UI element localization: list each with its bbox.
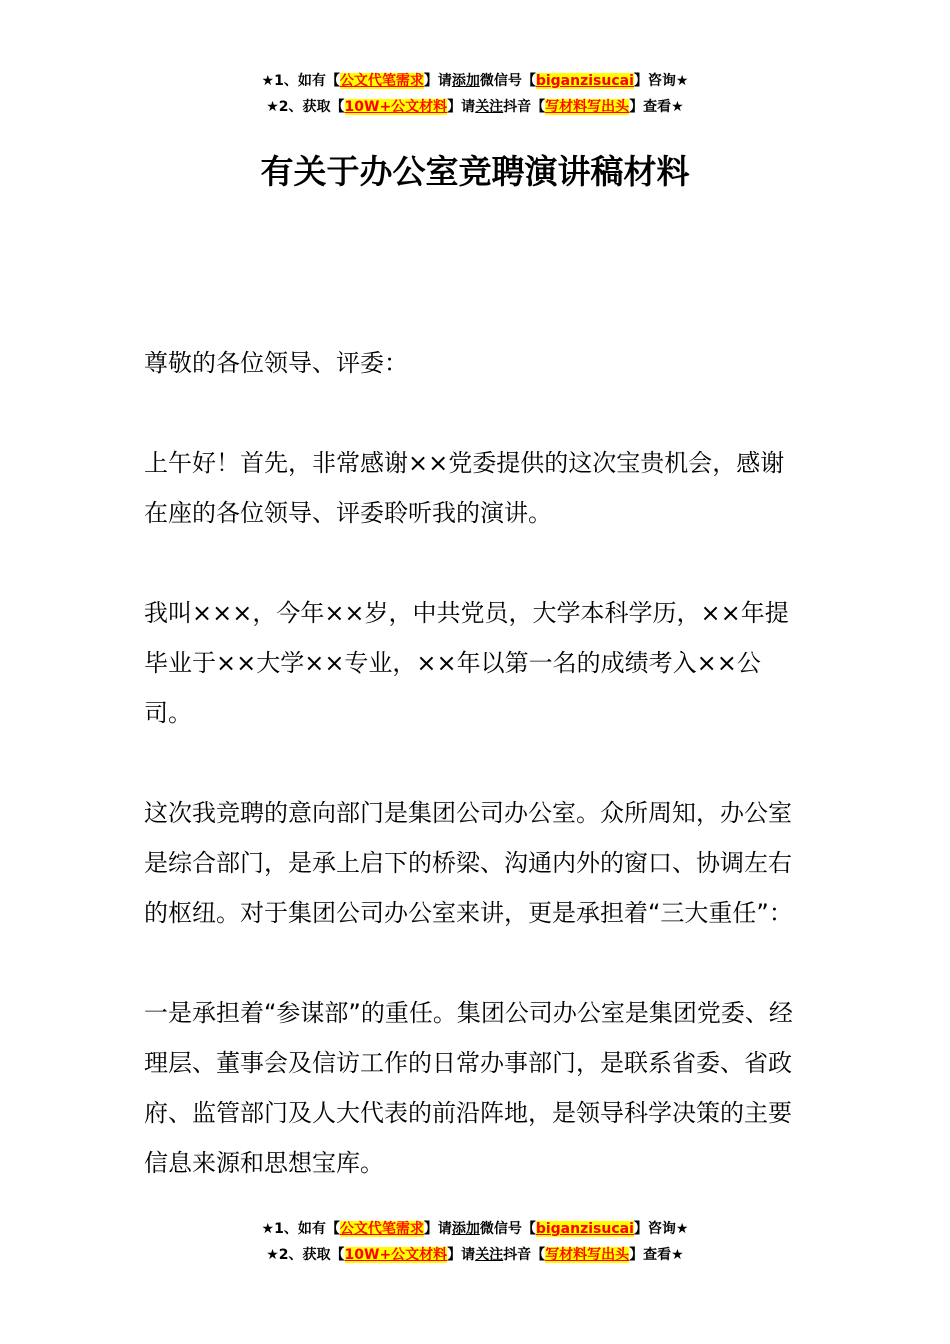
document-body: [144, 338, 808, 1238]
banner-text: 抖音【: [503, 99, 546, 115]
banner-text: 】咨询★: [633, 1221, 689, 1237]
paragraph-self-intro: 我叫×××，今年××岁，中共党员，大学本科学历，××年提毕业于××大学××专业，××年以第一名的成绩考入××公司。: [144, 599, 789, 727]
banner-text: ★2、获取【: [266, 99, 345, 115]
banner-underline: 关注: [475, 1247, 504, 1263]
banner-highlight: 10W+公文材料: [344, 1247, 448, 1263]
banner-text: 】查看★: [629, 99, 684, 115]
banner-text: ★1、如有【: [261, 1221, 340, 1237]
paragraph-responsibility-one: 一是承担着“参谋部”的重任。集团公司办公室是集团党委、经理层、董事会及信访工作的日常办事部门，是联系省委、省政府、监管部门及人大代表的前沿阵地，是领导科学决策的主要信息来源和思想宝库。: [144, 999, 793, 1177]
banner-text: 】请: [447, 99, 476, 115]
banner-text: 】请: [447, 1247, 476, 1263]
banner-line-1: [0, 1216, 950, 1242]
paragraph-greeting: 上午好！首先，非常感谢××党委提供的这次宝贵机会，感谢在座的各位领导、评委聆听我的演讲。: [144, 449, 785, 527]
banner-text: 微信号【: [479, 1221, 536, 1237]
banner-highlight: 写材料写出头: [545, 99, 630, 115]
banner-highlight: 10W+公文材料: [344, 99, 448, 115]
banner-underline: 添加: [451, 73, 480, 89]
banner-line-2: [0, 94, 950, 120]
banner-underline: 关注: [475, 99, 504, 115]
banner-line-1: [0, 68, 950, 94]
banner-text: 抖音【: [503, 1247, 546, 1263]
banner-line-2: [0, 1242, 950, 1268]
banner-text: ★1、如有【: [261, 73, 340, 89]
paragraph-salutation: 尊敬的各位领导、评委：: [144, 349, 408, 377]
banner-text: 微信号【: [479, 73, 536, 89]
banner-highlight: 公文代笔需求: [339, 1221, 424, 1237]
banner-text: 】请: [423, 1221, 452, 1237]
banner-underline: 添加: [451, 1221, 480, 1237]
document-title: 有关于办公室竞聘演讲稿材料: [260, 152, 690, 191]
banner-highlight: 公文代笔需求: [339, 73, 424, 89]
paragraph-target-department: 这次我竞聘的意向部门是集团公司办公室。众所周知，办公室是综合部门，是承上启下的桥梁、沟通内外的窗口、协调左右的枢纽。对于集团公司办公室来讲，更是承担着“三大重任”：: [144, 799, 793, 927]
banner-text: 】咨询★: [633, 73, 689, 89]
banner-text: 】查看★: [629, 1247, 684, 1263]
banner-text: ★2、获取【: [266, 1247, 345, 1263]
header-banner: [0, 68, 950, 120]
footer-banner: [0, 1216, 950, 1268]
banner-highlight: biganzisucai: [535, 1221, 634, 1237]
banner-text: 】请: [423, 73, 452, 89]
banner-highlight: 写材料写出头: [545, 1247, 630, 1263]
banner-highlight: biganzisucai: [535, 73, 634, 89]
